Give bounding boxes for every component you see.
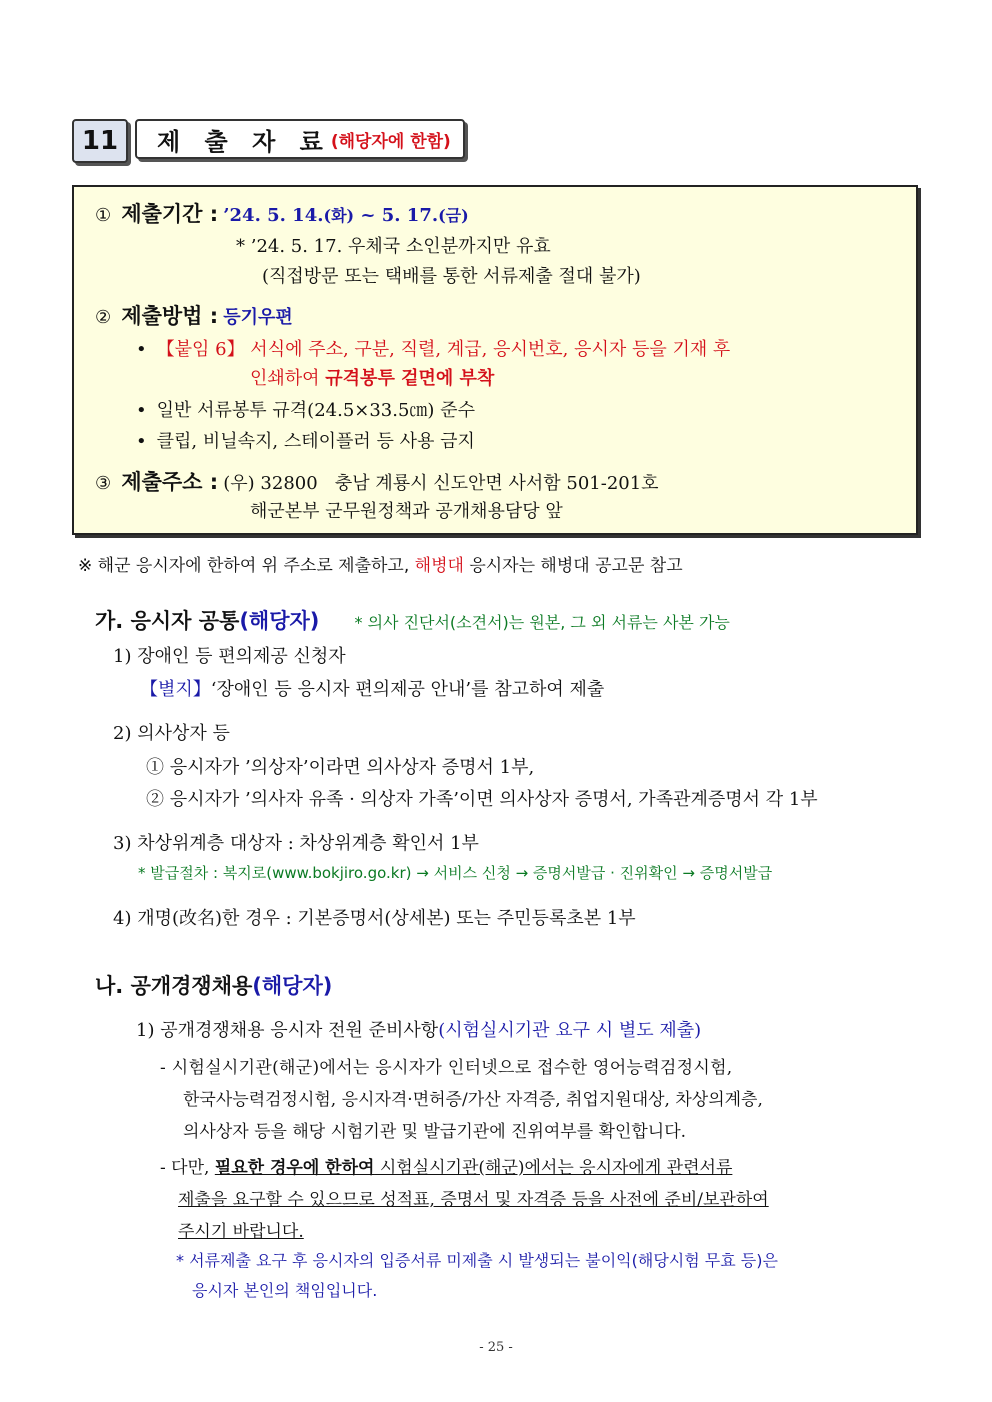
na-note-line-1: * 서류제출 요구 후 응시자의 입증서류 미제출 시 발생되는 불이익(해당시험 무효 등)은 <box>176 1251 778 1270</box>
method-label: 제출방법 : <box>121 304 219 328</box>
ga-note: * 의사 진단서(소견서)는 원본, 그 외 서류는 사본 가능 <box>354 613 730 632</box>
section-title-text: 제 출 자 료 <box>157 127 331 156</box>
na-item-1: 1) 공개경쟁채용 응시자 전원 준비사항(시험실시기관 요구 시 별도 제출) <box>136 1020 702 1041</box>
method-bullet-3: • 클립, 비닐속지, 스테이플러 등 사용 금지 <box>136 427 475 453</box>
section-title-sub: (해당자에 한함) <box>330 131 451 152</box>
ga-heading: 가. 응시자 공통 <box>95 609 240 633</box>
ga-item-4: 4) 개명(改名)한 경우 : 기본증명서(상세본) 또는 주민등록초본 1부 <box>113 908 636 929</box>
na-heading: 나. 공개경쟁채용 <box>95 974 253 998</box>
na-desc-2-line-1: - 다만, 필요한 경우에 한하여 시험실시기관(해군)에서는 응시자에게 관련서류 <box>160 1158 733 1178</box>
section-title <box>135 119 465 159</box>
address-line-1: (우) 32800 충남 계룡시 신도안면 사서함 501-201호 <box>223 473 659 494</box>
period-row: ① 제출기간 : ’24. 5. 14.(화) ~ 5. 17.(금) <box>95 202 469 226</box>
page-number: - 25 - <box>479 1340 513 1355</box>
method-value: 등기우편 <box>223 307 293 328</box>
ga-item-1-desc: 【별지】‘장애인 등 응시자 편의제공 안내’를 참고하여 제출 <box>140 679 605 700</box>
period-note-1: * ’24. 5. 17. 우체국 소인분까지만 유효 <box>236 236 551 257</box>
method-bullet-1: • 【붙임 6】 서식에 주소, 구분, 직렬, 계급, 응시번호, 응시자 등을 기재 후 <box>136 335 730 361</box>
ga-item-2: 2) 의사상자 등 <box>113 723 230 744</box>
method-bullet-1-cont: 인쇄하여 규격봉투 겉면에 부착 <box>250 368 495 389</box>
method-row: ② 제출방법 : 등기우편 <box>95 304 293 328</box>
ga-heading-row: 가. 응시자 공통(해당자) * 의사 진단서(소견서)는 원본, 그 외 서류는 사본 가능 <box>95 609 730 633</box>
na-desc-1-line-1: - 시험실시기관(해군)에서는 응시자가 인터넷으로 접수한 영어능력검정시험, <box>160 1058 733 1078</box>
section-number: 11 <box>72 119 128 163</box>
address-row: ③ 제출주소 : (우) 32800 충남 계룡시 신도안면 사서함 501-201호 <box>95 470 659 494</box>
ga-item-2-b: ② 응시자가 ’의사자 유족 · 의상자 가족’이면 의사상자 증명서, 가족관계증명서 각 1부 <box>146 789 818 810</box>
address-line-2: 해군본부 군무원정책과 공개채용담당 앞 <box>250 501 563 522</box>
ga-item-2-a: ① 응시자가 ’의상자’이라면 의사상자 증명서 1부, <box>146 757 535 778</box>
period-value: ’24. 5. 14.(화) ~ 5. 17.(금) <box>223 205 469 226</box>
ga-item-1: 1) 장애인 등 편의제공 신청자 <box>113 646 346 667</box>
method-bullet-2: • 일반 서류봉투 규격(24.5×33.5㎝) 준수 <box>136 396 475 422</box>
ga-item-3: 3) 차상위계층 대상자 : 차상위계층 확인서 1부 <box>113 833 479 854</box>
marine-notice: ※ 해군 응시자에 한하여 위 주소로 제출하고, 해병대 응시자는 해병대 공고문 참고 <box>78 556 683 576</box>
na-desc-2-line-2: 제출을 요구할 수 있으므로 성적표, 증명서 및 자격증 등을 사전에 준비/보관하여 <box>178 1190 769 1210</box>
ga-item-3-note: * 발급절차 : 복지로(www.bokjiro.go.kr) → 서비스 신청 → 증명서발급 · 진위확인 → 증명서발급 <box>138 864 773 882</box>
na-desc-1-line-3: 의사상자 등을 해당 시험기관 및 발급기관에 진위여부를 확인합니다. <box>183 1122 687 1142</box>
period-note-2: (직접방문 또는 택배를 통한 서류제출 절대 불가) <box>262 266 641 287</box>
period-label: 제출기간 : <box>121 202 219 226</box>
na-desc-2-line-3: 주시기 바랍니다. <box>178 1222 304 1242</box>
na-note-line-2: 응시자 본인의 책임입니다. <box>192 1281 378 1300</box>
na-heading-row: 나. 공개경쟁채용(해당자) <box>95 974 333 998</box>
address-label: 제출주소 : <box>121 470 219 494</box>
na-desc-1-line-2: 한국사능력검정시험, 응시자격·면허증/가산 자격증, 취업지원대상, 차상의계층, <box>183 1090 763 1110</box>
